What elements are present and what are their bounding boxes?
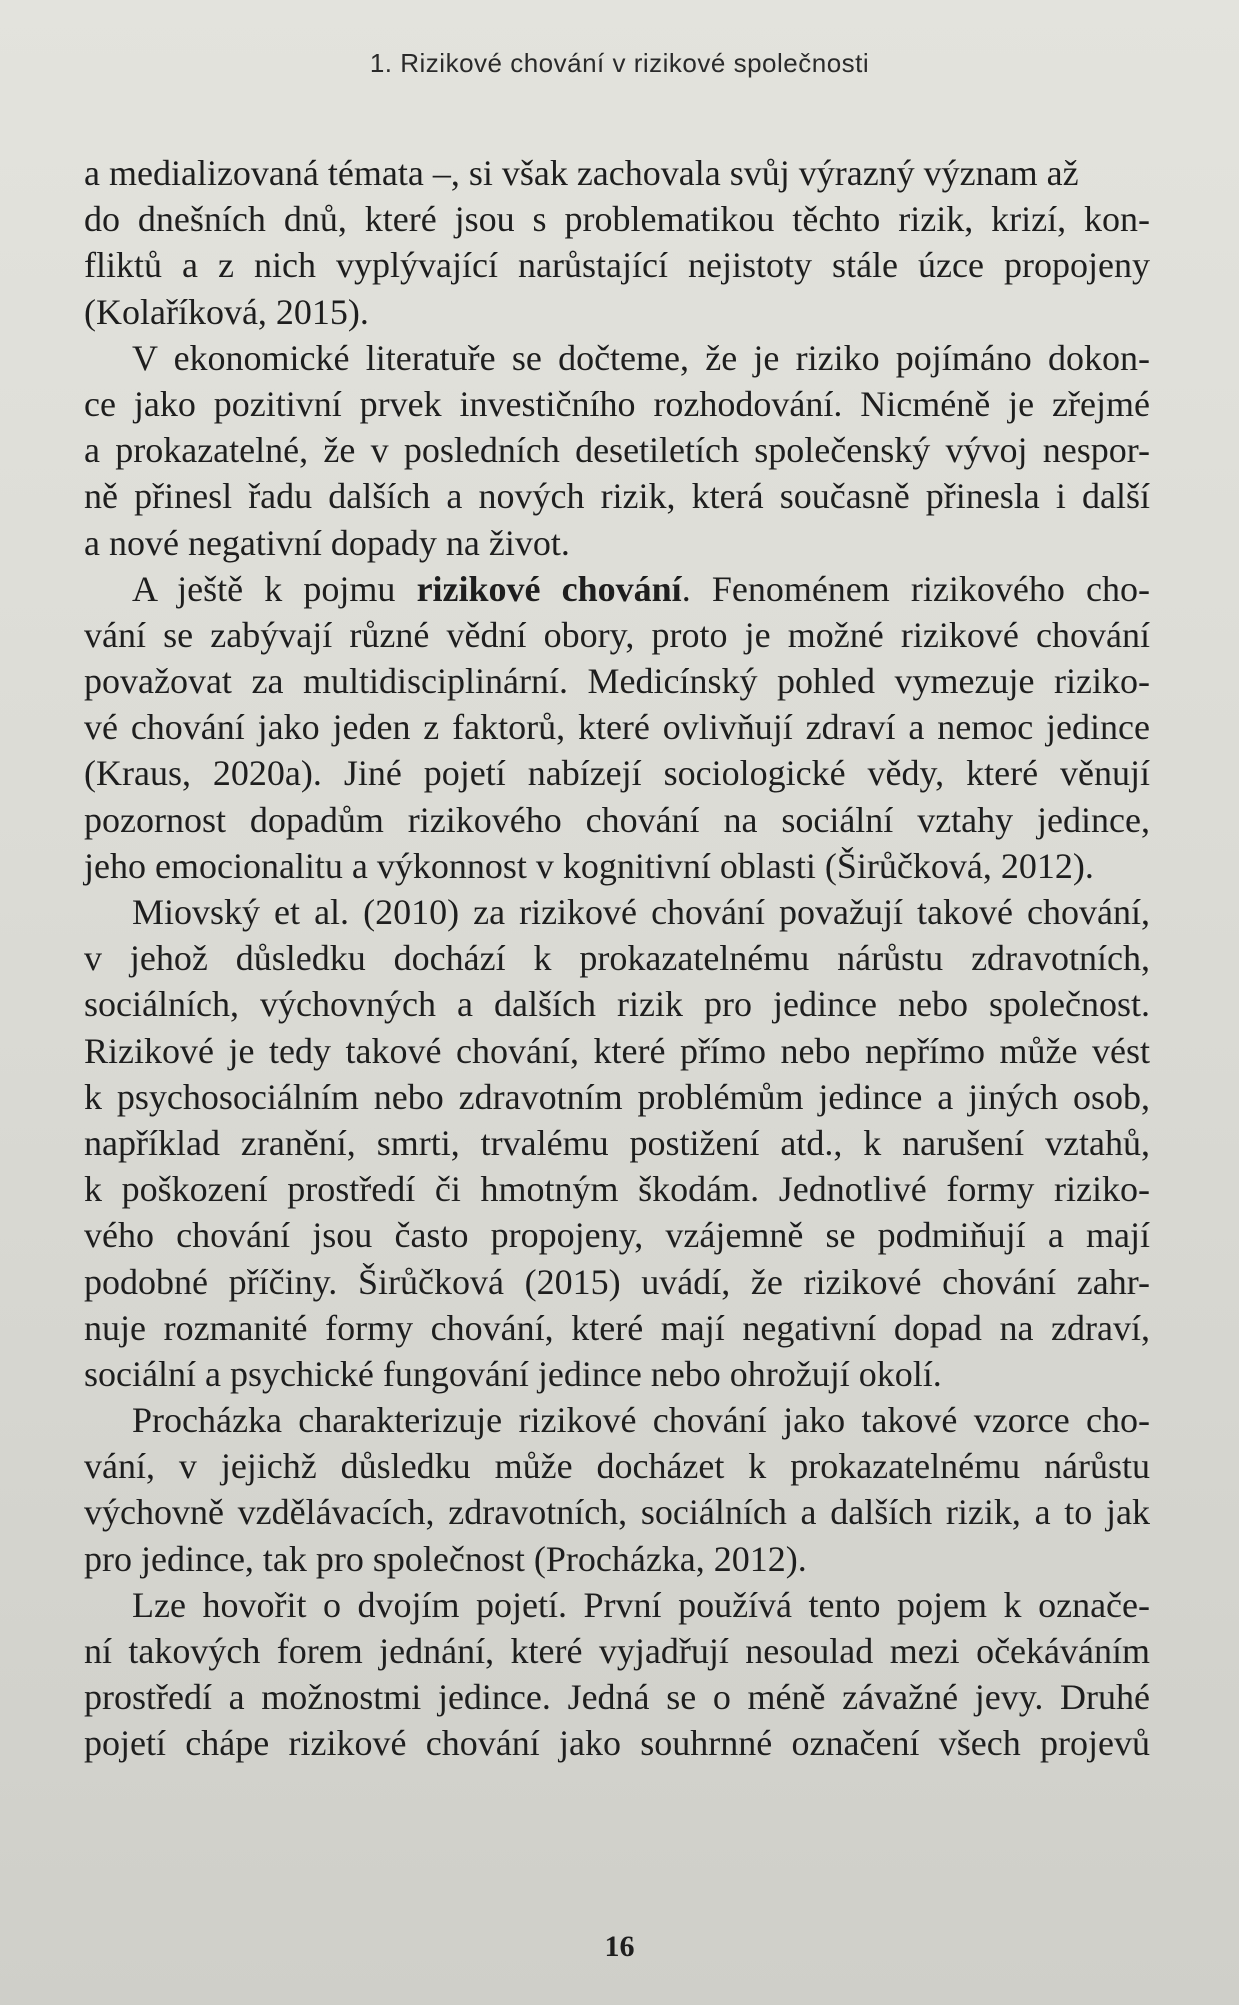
text-line: ce jako pozitivní prvek investičního rozhodování. Nicméně je zřejmé (84, 383, 1150, 424)
text-fragment: . Fenoménem rizikového cho- (681, 568, 1150, 609)
running-header: 1. Rizikové chování v rizikové společnosti (369, 48, 870, 78)
text-line: a medializovaná témata –, si však zachovala svůj výrazný význam až (84, 153, 1079, 193)
text-fragment: A ještě k pojmu (132, 568, 417, 609)
text-line: a prokazatelné, že v posledních desetiletích společenský vývoj nespor- (84, 430, 1150, 471)
text-line: jeho emocionalitu a výkonnost v kognitivní oblasti (Širůčková, 2012). (84, 845, 1094, 886)
text-line: v jehož důsledku dochází k prokazatelnému nárůstu zdravotních, (84, 938, 1150, 979)
text-line: ně přinesl řadu dalších a nových rizik, která současně přinesla i další (84, 476, 1150, 517)
text-line: pro jedince, tak pro společnost (Procházka, 2012). (84, 1538, 807, 1579)
text-line: pojetí chápe rizikové chování jako souhrnné označení všech projevů (84, 1723, 1150, 1764)
text-line: sociálních, výchovných a dalších rizik pro jedince nebo společnost. (84, 984, 1150, 1025)
text-line: ní takových forem jednání, které vyjadřují nesoulad mezi očekáváním (84, 1631, 1150, 1671)
bold-term: rizikové chování (416, 568, 682, 609)
text-line: vé chování jako jeden z faktorů, které ovlivňují zdraví a nemoc jedince (84, 707, 1150, 748)
text-line: výchovně vzdělávacích, zdravotních, sociálních a dalších rizik, a to jak (84, 1492, 1150, 1533)
text-line (84, 566, 1150, 612)
text-line: fliktů a z nich vyplývající narůstající nejistoty stále úzce propojeny (84, 245, 1150, 286)
text-line: Miovský et al. (2010) za rizikové chování považují takové chování, (132, 892, 1150, 932)
text-line: vání se zabývají různé vědní obory, proto je možné rizikové chování (84, 614, 1150, 655)
text-line: (Kraus, 2020a). Jiné pojetí nabízejí sociologické vědy, které věnují (84, 753, 1150, 794)
text-line: do dnešních dnů, které jsou s problematikou těchto rizik, krizí, kon- (84, 199, 1150, 240)
text-line: prostředí a možnostmi jedince. Jedná se o méně závažné jevy. Druhé (84, 1677, 1150, 1718)
text-line: podobné příčiny. Širůčková (2015) uvádí, že rizikové chování zahr- (84, 1261, 1150, 1302)
text-line: nuje rozmanité formy chování, které mají negativní dopad na zdraví, (84, 1307, 1150, 1348)
text-line: a nové negativní dopady na život. (84, 522, 570, 563)
text-line: vání, v jejichž důsledku může docházet k prokazatelnému nárůstu (84, 1446, 1150, 1487)
text-line: V ekonomické literatuře se dočteme, že je riziko pojímáno dokon- (132, 337, 1150, 378)
text-line: k poškození prostředí či hmotným škodám. Jednotlivé formy riziko- (84, 1169, 1150, 1210)
page-number: 16 (604, 1930, 635, 1963)
text-line: Procházka charakterizuje rizikové chování jako takové vzorce cho- (132, 1400, 1150, 1441)
body-text (84, 150, 1150, 1767)
text-line: například zranění, smrti, trvalému postižení atd., k narušení vztahů, (84, 1122, 1150, 1163)
text-line: vého chování jsou často propojeny, vzájemně se podmiňují a mají (84, 1215, 1150, 1256)
text-line: Rizikové je tedy takové chování, které přímo nebo nepřímo může vést (84, 1030, 1150, 1071)
text-line: sociální a psychické fungování jedince nebo ohrožují okolí. (84, 1353, 942, 1394)
text-line: Lze hovořit o dvojím pojetí. První používá tento pojem k označe- (132, 1584, 1150, 1625)
text-line: (Kolaříková, 2015). (84, 291, 369, 332)
text-line: k psychosociálním nebo zdravotním problémům jedince a jiných osob, (84, 1076, 1150, 1117)
text-line: považovat za multidisciplinární. Medicínský pohled vymezuje riziko- (84, 661, 1150, 702)
text-line: pozornost dopadům rizikového chování na sociální vztahy jedince, (84, 799, 1150, 840)
